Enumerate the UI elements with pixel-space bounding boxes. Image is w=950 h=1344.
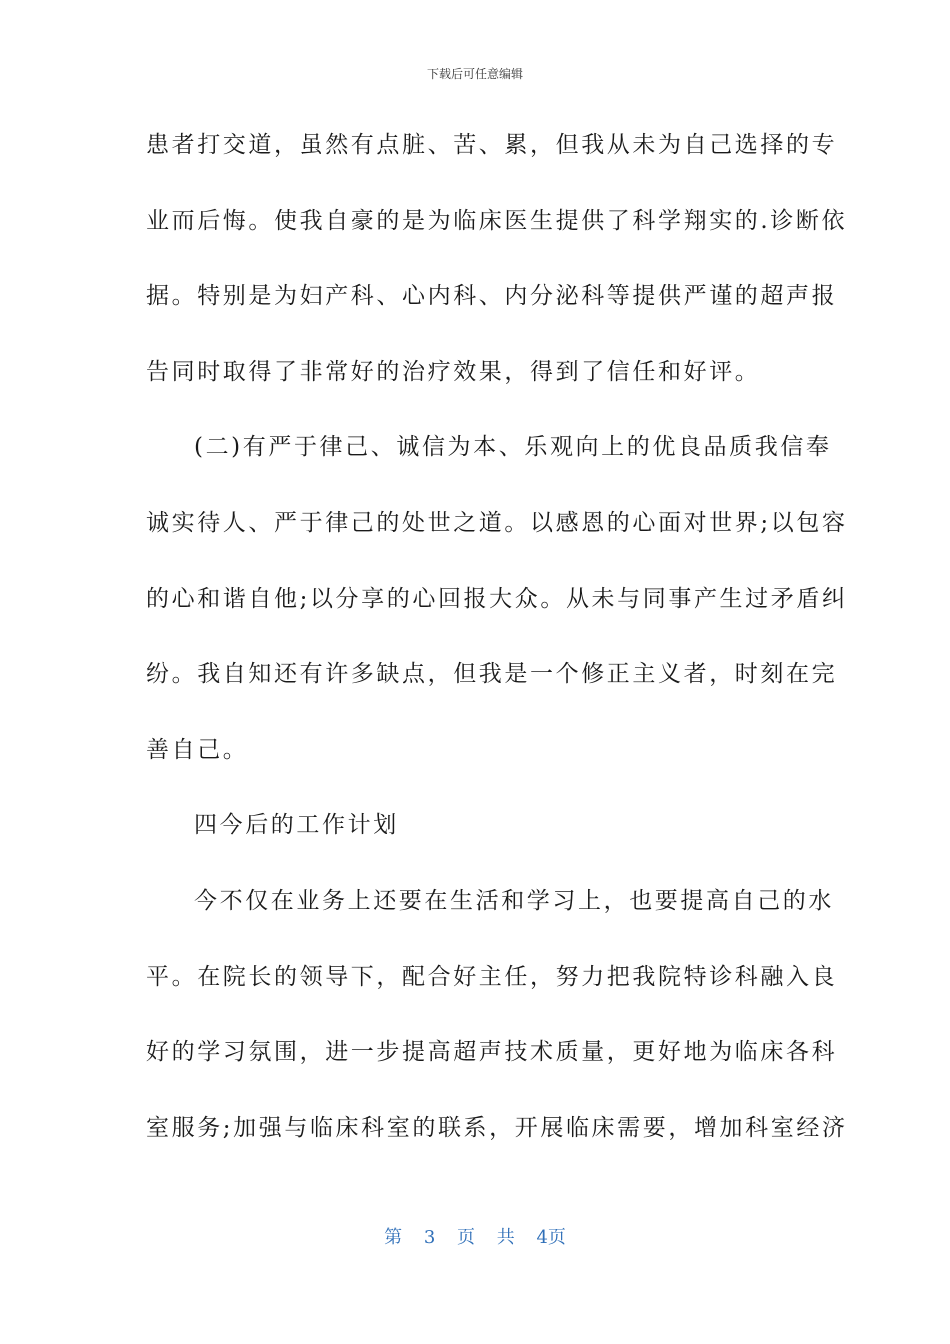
footer-label-ye: 页 [457,1227,475,1248]
body-line: 据。特别是为妇产科、心内科、内分泌科等提供严谨的超声报 [146,283,838,310]
body-line: 业而后悔。使我自豪的是为临床医生提供了科学翔实的.诊断依 [146,207,848,234]
body-line-paragraph-start: 今不仅在业务上还要在生活和学习上，也要提高自己的水 [194,887,834,914]
body-line: 诚实待人、严于律己的处世之道。以感恩的心面对世界;以包容 [146,509,848,536]
page-number-footer [0,1226,950,1250]
body-line: 好的学习氛围，进一步提高超声技术质量，更好地为临床各科 [146,1039,838,1066]
body-line: 患者打交道，虽然有点脏、苦、累，但我从未为自己选择的专 [146,132,838,158]
body-line: 室服务;加强与临床科室的联系，开展临床需要，增加科室经济 [146,1114,848,1141]
document-body [146,125,848,1183]
page-header-note: 下载后可任意编辑 [426,67,523,81]
body-line: 的心和谐自他;以分享的心回报大众。从未与同事产生过矛盾纠 [146,585,848,612]
body-line-paragraph-start: (二)有严于律己、诚信为本、乐观向上的优良品质我信奉 [194,434,832,461]
section-heading: 四今后的工作计划 [194,812,399,839]
footer-label-gong: 共 [496,1227,515,1248]
body-line: 善自己。 [146,736,249,763]
body-line: 告同时取得了非常好的治疗效果，得到了信任和好评。 [146,358,761,385]
footer-total-pages: 4页 [536,1227,566,1248]
body-line: 纷。我自知还有许多缺点，但我是一个修正主义者，时刻在完 [146,661,838,688]
footer-label-di: 第 [384,1227,403,1248]
footer-current-page: 3 [423,1227,436,1248]
body-line: 平。在院长的领导下，配合好主任，努力把我院特诊科融入良 [146,963,838,990]
